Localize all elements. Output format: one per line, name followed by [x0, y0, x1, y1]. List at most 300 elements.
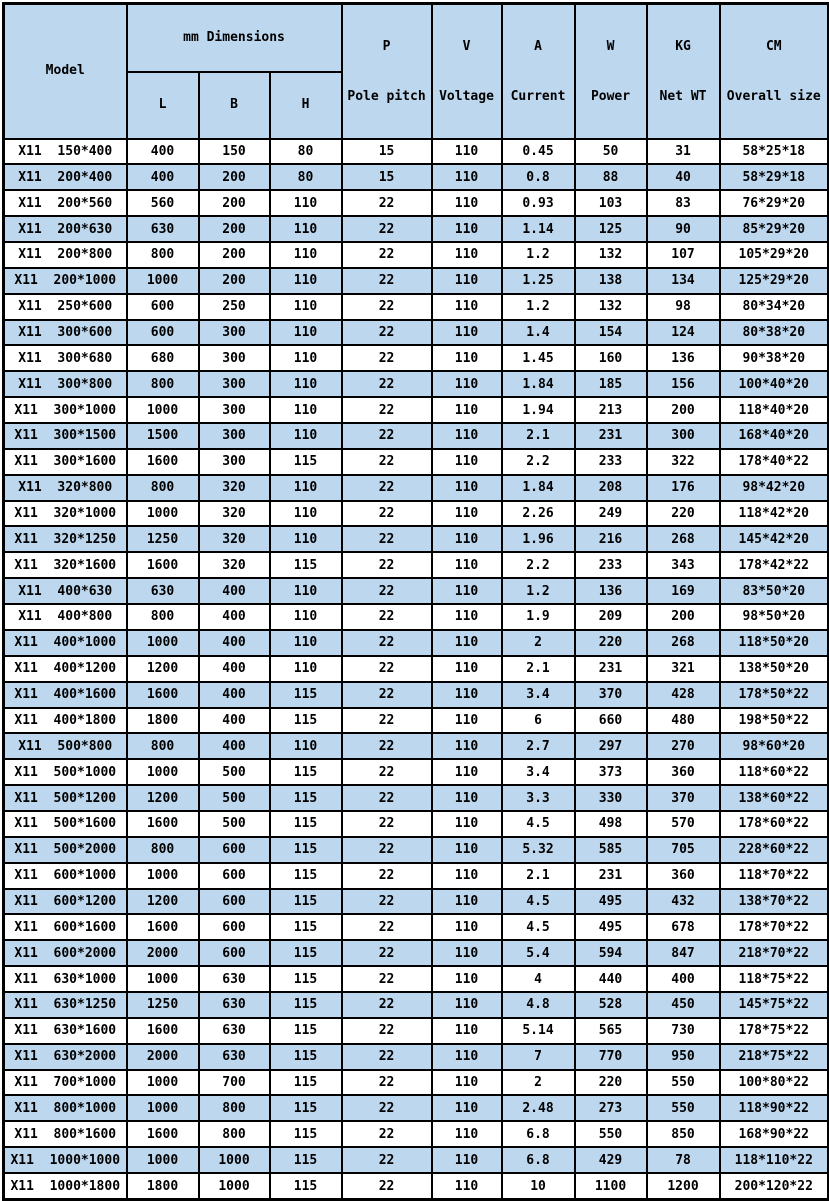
cell-current: 1.2 [502, 242, 575, 268]
cell-dim_b: 400 [199, 604, 270, 630]
cell-power: 231 [575, 863, 647, 889]
cell-pole_pitch: 22 [342, 1147, 432, 1173]
table-row [4, 1070, 829, 1096]
cell-overall_size: 178*75*22 [720, 1018, 829, 1044]
cell-overall_size: 178*60*22 [720, 811, 829, 837]
cell-dim_l: 630 [127, 216, 199, 242]
table-row [4, 656, 829, 682]
cell-current: 4 [502, 966, 575, 992]
table-row [4, 759, 829, 785]
cell-pole_pitch: 22 [342, 242, 432, 268]
cell-pole_pitch: 15 [342, 164, 432, 190]
cell-dim_l: 1600 [127, 1018, 199, 1044]
table-body [4, 139, 829, 1200]
cell-dim_h: 115 [270, 863, 342, 889]
cell-voltage: 110 [432, 1018, 502, 1044]
table-row [4, 811, 829, 837]
cell-current: 5.4 [502, 940, 575, 966]
cell-overall_size: 200*120*22 [720, 1173, 829, 1200]
cell-dim_l: 2000 [127, 940, 199, 966]
table-row [4, 630, 829, 656]
cell-dim_b: 150 [199, 139, 270, 165]
cell-dim_b: 800 [199, 1121, 270, 1147]
cell-pole_pitch: 22 [342, 526, 432, 552]
cell-voltage: 110 [432, 216, 502, 242]
cell-voltage: 110 [432, 682, 502, 708]
table-row [4, 268, 829, 294]
cell-overall_size: 118*75*22 [720, 966, 829, 992]
cell-net_wt: 134 [647, 268, 720, 294]
cell-current: 4.5 [502, 811, 575, 837]
cell-dim_l: 1000 [127, 759, 199, 785]
cell-net_wt: 730 [647, 1018, 720, 1044]
cell-net_wt: 31 [647, 139, 720, 165]
cell-model: X11 800*1000 [4, 1095, 127, 1121]
table-row [4, 190, 829, 216]
cell-net_wt: 370 [647, 785, 720, 811]
cell-current: 2.26 [502, 501, 575, 527]
cell-pole_pitch: 22 [342, 397, 432, 423]
cell-model: X11 300*800 [4, 371, 127, 397]
cell-pole_pitch: 22 [342, 1121, 432, 1147]
cell-power: 233 [575, 552, 647, 578]
cell-dim_h: 115 [270, 1095, 342, 1121]
cell-model: X11 630*1250 [4, 992, 127, 1018]
cell-dim_b: 320 [199, 552, 270, 578]
cell-dim_b: 400 [199, 656, 270, 682]
table-header [4, 4, 829, 139]
cell-overall_size: 98*42*20 [720, 475, 829, 501]
cell-current: 0.45 [502, 139, 575, 165]
cell-dim_l: 1600 [127, 811, 199, 837]
cell-dim_l: 1000 [127, 863, 199, 889]
cell-dim_b: 400 [199, 708, 270, 734]
table-row [4, 397, 829, 423]
col-header-overall-size [720, 4, 829, 139]
cell-pole_pitch: 15 [342, 139, 432, 165]
col-header-dim-h: H [270, 72, 342, 139]
cell-pole_pitch: 22 [342, 940, 432, 966]
cell-model: X11 1000*1000 [4, 1147, 127, 1173]
col-header-voltage [432, 4, 502, 139]
cell-dim_h: 115 [270, 1173, 342, 1200]
cell-model: X11 320*1600 [4, 552, 127, 578]
cell-overall_size: 90*38*20 [720, 345, 829, 371]
cell-dim_l: 1600 [127, 914, 199, 940]
cell-dim_b: 400 [199, 630, 270, 656]
table-row [4, 526, 829, 552]
cell-voltage: 110 [432, 837, 502, 863]
cell-dim_h: 110 [270, 475, 342, 501]
cell-dim_h: 115 [270, 1018, 342, 1044]
col-header-pole-pitch [342, 4, 432, 139]
cell-net_wt: 300 [647, 423, 720, 449]
cell-voltage: 110 [432, 397, 502, 423]
cell-voltage: 110 [432, 708, 502, 734]
cell-overall_size: 228*60*22 [720, 837, 829, 863]
cell-power: 138 [575, 268, 647, 294]
cell-current: 1.4 [502, 320, 575, 346]
cell-current: 1.2 [502, 578, 575, 604]
cell-dim_h: 110 [270, 190, 342, 216]
cell-dim_h: 115 [270, 785, 342, 811]
cell-pole_pitch: 22 [342, 423, 432, 449]
cell-overall_size: 58*25*18 [720, 139, 829, 165]
cell-dim_l: 800 [127, 604, 199, 630]
cell-overall_size: 118*40*20 [720, 397, 829, 423]
cell-pole_pitch: 22 [342, 863, 432, 889]
cell-power: 231 [575, 423, 647, 449]
cell-overall_size: 118*90*22 [720, 1095, 829, 1121]
table-row [4, 992, 829, 1018]
cell-overall_size: 98*60*20 [720, 733, 829, 759]
cell-dim_h: 115 [270, 1121, 342, 1147]
cell-power: 550 [575, 1121, 647, 1147]
cell-current: 2 [502, 1070, 575, 1096]
cell-pole_pitch: 22 [342, 190, 432, 216]
col-header-voltage-unit: V [462, 38, 471, 54]
cell-voltage: 110 [432, 992, 502, 1018]
cell-model: X11 200*630 [4, 216, 127, 242]
cell-voltage: 110 [432, 552, 502, 578]
cell-dim_h: 115 [270, 837, 342, 863]
cell-net_wt: 268 [647, 526, 720, 552]
cell-dim_h: 115 [270, 811, 342, 837]
cell-dim_b: 600 [199, 940, 270, 966]
table-row [4, 449, 829, 475]
cell-pole_pitch: 22 [342, 837, 432, 863]
cell-dim_l: 1600 [127, 449, 199, 475]
cell-net_wt: 268 [647, 630, 720, 656]
cell-dim_h: 115 [270, 682, 342, 708]
cell-model: X11 500*1200 [4, 785, 127, 811]
cell-current: 5.14 [502, 1018, 575, 1044]
col-header-dim-b: B [199, 72, 270, 139]
cell-power: 594 [575, 940, 647, 966]
cell-net_wt: 850 [647, 1121, 720, 1147]
cell-pole_pitch: 22 [342, 449, 432, 475]
cell-model: X11 600*1600 [4, 914, 127, 940]
cell-power: 213 [575, 397, 647, 423]
cell-power: 297 [575, 733, 647, 759]
cell-model: X11 630*1600 [4, 1018, 127, 1044]
table-row [4, 1173, 829, 1200]
table-row [4, 837, 829, 863]
cell-net_wt: 136 [647, 345, 720, 371]
cell-pole_pitch: 22 [342, 1070, 432, 1096]
cell-model: X11 1000*1800 [4, 1173, 127, 1200]
cell-voltage: 110 [432, 1121, 502, 1147]
cell-overall_size: 118*70*22 [720, 863, 829, 889]
cell-overall_size: 118*50*20 [720, 630, 829, 656]
cell-net_wt: 270 [647, 733, 720, 759]
cell-dim_b: 500 [199, 811, 270, 837]
cell-dim_l: 630 [127, 578, 199, 604]
cell-power: 249 [575, 501, 647, 527]
cell-pole_pitch: 22 [342, 345, 432, 371]
cell-net_wt: 78 [647, 1147, 720, 1173]
cell-pole_pitch: 22 [342, 578, 432, 604]
cell-dim_h: 115 [270, 759, 342, 785]
cell-pole_pitch: 22 [342, 759, 432, 785]
cell-voltage: 110 [432, 139, 502, 165]
cell-pole_pitch: 22 [342, 268, 432, 294]
cell-model: X11 500*800 [4, 733, 127, 759]
cell-dim_b: 600 [199, 837, 270, 863]
cell-voltage: 110 [432, 294, 502, 320]
cell-power: 88 [575, 164, 647, 190]
cell-power: 216 [575, 526, 647, 552]
cell-pole_pitch: 22 [342, 1018, 432, 1044]
cell-dim_l: 1500 [127, 423, 199, 449]
cell-voltage: 110 [432, 268, 502, 294]
table-row [4, 604, 829, 630]
cell-dim_l: 800 [127, 837, 199, 863]
cell-voltage: 110 [432, 863, 502, 889]
cell-current: 0.93 [502, 190, 575, 216]
cell-power: 565 [575, 1018, 647, 1044]
cell-power: 330 [575, 785, 647, 811]
cell-dim_h: 115 [270, 449, 342, 475]
cell-power: 220 [575, 630, 647, 656]
cell-current: 6 [502, 708, 575, 734]
cell-dim_b: 400 [199, 578, 270, 604]
table-row [4, 423, 829, 449]
cell-overall_size: 178*70*22 [720, 914, 829, 940]
cell-dim_l: 800 [127, 475, 199, 501]
cell-dim_l: 1600 [127, 552, 199, 578]
cell-overall_size: 118*60*22 [720, 759, 829, 785]
cell-dim_h: 115 [270, 889, 342, 915]
cell-pole_pitch: 22 [342, 1044, 432, 1070]
cell-model: X11 400*1200 [4, 656, 127, 682]
cell-overall_size: 145*42*20 [720, 526, 829, 552]
cell-dim_h: 115 [270, 1147, 342, 1173]
cell-pole_pitch: 22 [342, 630, 432, 656]
cell-model: X11 320*800 [4, 475, 127, 501]
cell-voltage: 110 [432, 733, 502, 759]
cell-model: X11 600*1200 [4, 889, 127, 915]
cell-dim_b: 200 [199, 190, 270, 216]
cell-dim_b: 400 [199, 682, 270, 708]
table-row [4, 371, 829, 397]
cell-power: 136 [575, 578, 647, 604]
cell-model: X11 200*400 [4, 164, 127, 190]
cell-overall_size: 125*29*20 [720, 268, 829, 294]
cell-net_wt: 200 [647, 397, 720, 423]
cell-dim_l: 560 [127, 190, 199, 216]
cell-power: 585 [575, 837, 647, 863]
cell-net_wt: 432 [647, 889, 720, 915]
cell-overall_size: 80*34*20 [720, 294, 829, 320]
table-row [4, 889, 829, 915]
cell-current: 1.25 [502, 268, 575, 294]
cell-net_wt: 200 [647, 604, 720, 630]
cell-current: 7 [502, 1044, 575, 1070]
col-header-net-wt [647, 4, 720, 139]
cell-current: 5.32 [502, 837, 575, 863]
cell-pole_pitch: 22 [342, 216, 432, 242]
cell-voltage: 110 [432, 785, 502, 811]
cell-pole_pitch: 22 [342, 656, 432, 682]
cell-dim_l: 1800 [127, 1173, 199, 1200]
cell-dim_b: 400 [199, 733, 270, 759]
cell-voltage: 110 [432, 501, 502, 527]
cell-dim_h: 115 [270, 940, 342, 966]
cell-pole_pitch: 22 [342, 966, 432, 992]
cell-voltage: 110 [432, 371, 502, 397]
table-row [4, 1044, 829, 1070]
table-row [4, 139, 829, 165]
cell-model: X11 200*800 [4, 242, 127, 268]
col-header-net-wt-label: Net WT [659, 88, 707, 104]
cell-voltage: 110 [432, 966, 502, 992]
cell-net_wt: 124 [647, 320, 720, 346]
cell-voltage: 110 [432, 656, 502, 682]
cell-dim_h: 80 [270, 139, 342, 165]
col-header-power [575, 4, 647, 139]
cell-voltage: 110 [432, 345, 502, 371]
cell-pole_pitch: 22 [342, 785, 432, 811]
cell-pole_pitch: 22 [342, 371, 432, 397]
cell-dim_b: 320 [199, 526, 270, 552]
cell-dim_h: 80 [270, 164, 342, 190]
table-row [4, 1095, 829, 1121]
cell-dim_b: 320 [199, 475, 270, 501]
cell-net_wt: 570 [647, 811, 720, 837]
cell-net_wt: 705 [647, 837, 720, 863]
cell-power: 495 [575, 914, 647, 940]
cell-net_wt: 343 [647, 552, 720, 578]
cell-net_wt: 847 [647, 940, 720, 966]
cell-model: X11 300*600 [4, 320, 127, 346]
cell-model: X11 300*680 [4, 345, 127, 371]
cell-power: 660 [575, 708, 647, 734]
col-header-pole-pitch-label: Pole pitch [347, 88, 426, 104]
cell-net_wt: 550 [647, 1095, 720, 1121]
cell-overall_size: 76*29*20 [720, 190, 829, 216]
cell-overall_size: 178*42*22 [720, 552, 829, 578]
cell-voltage: 110 [432, 1095, 502, 1121]
cell-current: 2.1 [502, 863, 575, 889]
cell-power: 132 [575, 242, 647, 268]
cell-dim_b: 1000 [199, 1147, 270, 1173]
cell-voltage: 110 [432, 1044, 502, 1070]
cell-power: 498 [575, 811, 647, 837]
cell-dim_b: 600 [199, 914, 270, 940]
cell-model: X11 250*600 [4, 294, 127, 320]
cell-overall_size: 138*50*20 [720, 656, 829, 682]
cell-dim_l: 1000 [127, 397, 199, 423]
cell-dim_l: 1200 [127, 656, 199, 682]
cell-dim_b: 630 [199, 966, 270, 992]
col-header-pole-pitch-unit: P [382, 38, 391, 54]
cell-dim_b: 200 [199, 242, 270, 268]
cell-dim_h: 115 [270, 966, 342, 992]
cell-dim_b: 630 [199, 992, 270, 1018]
cell-dim_l: 1000 [127, 1095, 199, 1121]
table-row [4, 682, 829, 708]
cell-current: 1.84 [502, 371, 575, 397]
cell-model: X11 150*400 [4, 139, 127, 165]
cell-dim_h: 115 [270, 992, 342, 1018]
cell-model: X11 500*2000 [4, 837, 127, 863]
cell-power: 373 [575, 759, 647, 785]
cell-dim_l: 1600 [127, 1121, 199, 1147]
cell-dim_l: 400 [127, 164, 199, 190]
table-row [4, 1147, 829, 1173]
cell-dim_l: 680 [127, 345, 199, 371]
cell-dim_h: 110 [270, 501, 342, 527]
cell-overall_size: 100*80*22 [720, 1070, 829, 1096]
table-row [4, 708, 829, 734]
table-row [4, 294, 829, 320]
cell-model: X11 400*630 [4, 578, 127, 604]
cell-pole_pitch: 22 [342, 914, 432, 940]
cell-model: X11 400*1600 [4, 682, 127, 708]
cell-net_wt: 1200 [647, 1173, 720, 1200]
cell-current: 10 [502, 1173, 575, 1200]
cell-dim_b: 200 [199, 268, 270, 294]
cell-voltage: 110 [432, 449, 502, 475]
cell-dim_b: 300 [199, 449, 270, 475]
cell-net_wt: 550 [647, 1070, 720, 1096]
cell-voltage: 110 [432, 526, 502, 552]
cell-voltage: 110 [432, 1070, 502, 1096]
cell-dim_b: 1000 [199, 1173, 270, 1200]
cell-dim_h: 110 [270, 423, 342, 449]
cell-dim_h: 110 [270, 268, 342, 294]
col-header-current [502, 4, 575, 139]
cell-dim_h: 115 [270, 708, 342, 734]
cell-power: 429 [575, 1147, 647, 1173]
cell-voltage: 110 [432, 940, 502, 966]
cell-model: X11 400*800 [4, 604, 127, 630]
cell-overall_size: 168*90*22 [720, 1121, 829, 1147]
cell-current: 6.8 [502, 1147, 575, 1173]
col-header-power-label: Power [590, 88, 631, 104]
cell-dim_h: 110 [270, 397, 342, 423]
cell-net_wt: 950 [647, 1044, 720, 1070]
cell-power: 528 [575, 992, 647, 1018]
cell-net_wt: 90 [647, 216, 720, 242]
table-row [4, 863, 829, 889]
cell-dim_h: 110 [270, 604, 342, 630]
cell-dim_l: 1000 [127, 1070, 199, 1096]
cell-net_wt: 428 [647, 682, 720, 708]
cell-model: X11 800*1600 [4, 1121, 127, 1147]
cell-current: 2 [502, 630, 575, 656]
cell-voltage: 110 [432, 423, 502, 449]
col-header-current-label: Current [510, 88, 566, 104]
cell-model: X11 300*1500 [4, 423, 127, 449]
cell-dim_h: 110 [270, 242, 342, 268]
cell-pole_pitch: 22 [342, 811, 432, 837]
cell-overall_size: 80*38*20 [720, 320, 829, 346]
cell-current: 3.4 [502, 759, 575, 785]
cell-model: X11 300*1000 [4, 397, 127, 423]
table-row [4, 578, 829, 604]
cell-current: 2.48 [502, 1095, 575, 1121]
cell-power: 208 [575, 475, 647, 501]
table-row [4, 345, 829, 371]
cell-dim_h: 115 [270, 1044, 342, 1070]
cell-dim_l: 800 [127, 242, 199, 268]
cell-dim_b: 300 [199, 345, 270, 371]
cell-current: 0.8 [502, 164, 575, 190]
cell-power: 125 [575, 216, 647, 242]
cell-model: X11 630*1000 [4, 966, 127, 992]
